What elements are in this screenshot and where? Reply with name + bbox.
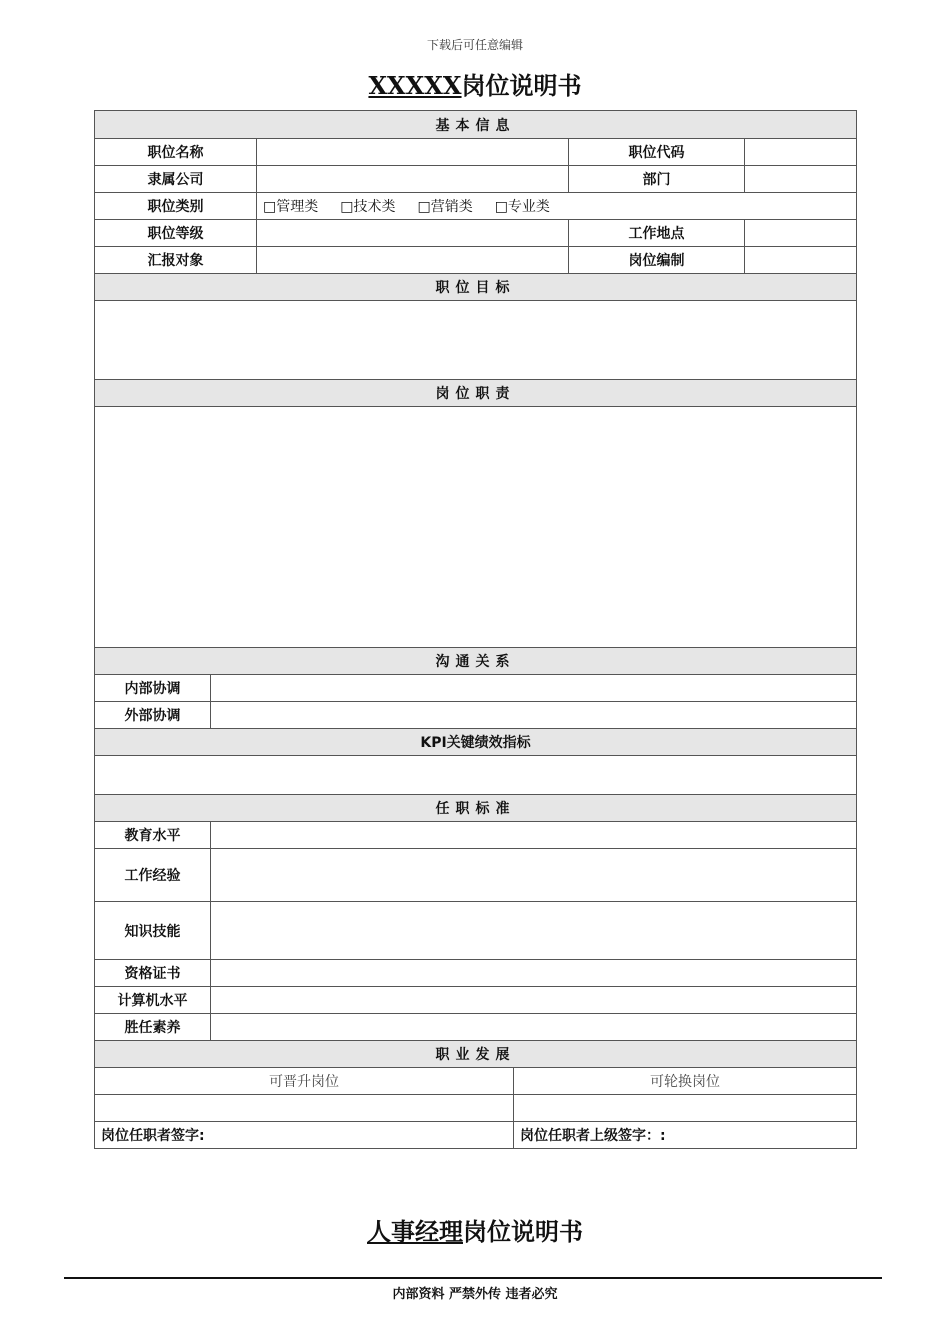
section-basic-info: 基本信息 xyxy=(95,111,857,139)
label-headcount: 岗位编制 xyxy=(569,247,745,274)
label-company: 隶属公司 xyxy=(95,166,257,193)
label-computer-level: 计算机水平 xyxy=(95,987,211,1014)
label-rotation: 可轮换岗位 xyxy=(514,1068,857,1095)
label-competency: 胜任素养 xyxy=(95,1014,211,1041)
field-duties[interactable] xyxy=(95,407,857,648)
field-position-code[interactable] xyxy=(745,139,857,166)
field-objective[interactable] xyxy=(95,301,857,380)
title-placeholder: XXXXX xyxy=(368,71,462,100)
field-rotation[interactable] xyxy=(514,1095,857,1122)
field-position-name[interactable] xyxy=(257,139,569,166)
field-skills[interactable] xyxy=(211,902,857,960)
second-title-suffix: 岗位说明书 xyxy=(463,1217,583,1246)
label-department: 部门 xyxy=(569,166,745,193)
field-certificates[interactable] xyxy=(211,960,857,987)
field-company[interactable] xyxy=(257,166,569,193)
label-skills: 知识技能 xyxy=(95,902,211,960)
label-external-coordination: 外部协调 xyxy=(95,702,211,729)
field-competency[interactable] xyxy=(211,1014,857,1041)
label-internal-coordination: 内部协调 xyxy=(95,675,211,702)
field-external-coordination[interactable] xyxy=(211,702,857,729)
label-category: 职位类别 xyxy=(95,193,257,220)
field-kpi[interactable] xyxy=(95,756,857,795)
superior-signature[interactable]: 岗位任职者上级签字：: xyxy=(514,1122,857,1149)
header-note: 下载后可任意编辑 xyxy=(426,38,523,52)
label-certificates: 资格证书 xyxy=(95,960,211,987)
field-headcount[interactable] xyxy=(745,247,857,274)
checkbox-management[interactable]: □管理类 xyxy=(263,199,319,215)
label-experience: 工作经验 xyxy=(95,849,211,902)
section-career: 职业发展 xyxy=(95,1041,857,1068)
category-options xyxy=(257,193,857,220)
field-computer-level[interactable] xyxy=(211,987,857,1014)
label-position-code: 职位代码 xyxy=(569,139,745,166)
checkbox-professional[interactable]: □专业类 xyxy=(494,199,550,215)
checkbox-marketing[interactable]: □营销类 xyxy=(417,199,473,215)
label-education: 教育水平 xyxy=(95,822,211,849)
field-department[interactable] xyxy=(745,166,857,193)
field-location[interactable] xyxy=(745,220,857,247)
field-report-to[interactable] xyxy=(257,247,569,274)
label-promotion: 可晋升岗位 xyxy=(95,1068,514,1095)
document-title xyxy=(0,66,950,101)
second-title-role: 人事经理 xyxy=(367,1217,463,1246)
field-experience[interactable] xyxy=(211,849,857,902)
label-location: 工作地点 xyxy=(569,220,745,247)
field-education[interactable] xyxy=(211,822,857,849)
section-objective: 职位目标 xyxy=(95,274,857,301)
second-document-title xyxy=(0,1212,950,1247)
job-description-table xyxy=(94,110,857,1149)
field-promotion[interactable] xyxy=(95,1095,514,1122)
field-grade[interactable] xyxy=(257,220,569,247)
checkbox-technical[interactable]: □技术类 xyxy=(340,199,396,215)
title-suffix: 岗位说明书 xyxy=(461,71,582,100)
label-report-to: 汇报对象 xyxy=(95,247,257,274)
section-duties: 岗位职责 xyxy=(95,380,857,407)
label-grade: 职位等级 xyxy=(95,220,257,247)
footer-notice: 内部资料 严禁外传 违者必究 xyxy=(392,1287,558,1302)
holder-signature[interactable]: 岗位任职者签字: xyxy=(95,1122,514,1149)
label-position-name: 职位名称 xyxy=(95,139,257,166)
section-kpi: KPI关键绩效指标 xyxy=(95,729,857,756)
footer-divider xyxy=(64,1277,882,1279)
field-internal-coordination[interactable] xyxy=(211,675,857,702)
section-qualification: 任职标准 xyxy=(95,795,857,822)
section-communication: 沟通关系 xyxy=(95,648,857,675)
